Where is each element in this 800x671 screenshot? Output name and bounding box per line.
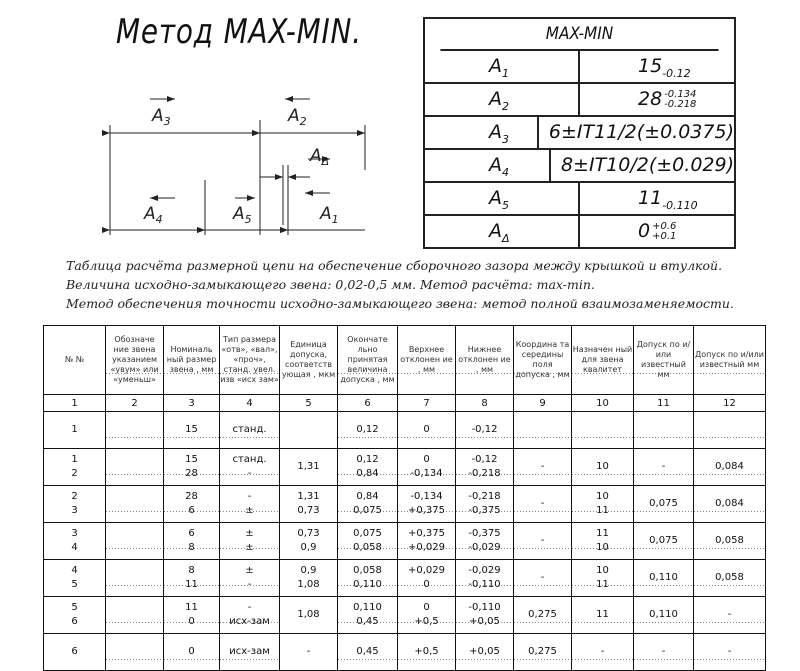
calc-table-number-row xyxy=(44,395,766,412)
table-cell: -0,12 xyxy=(456,412,514,449)
table-cell: станд. - xyxy=(220,449,280,486)
spec-row xyxy=(425,84,734,117)
table-cell: - ± xyxy=(220,486,280,523)
table-cell: 0,084 xyxy=(694,486,766,523)
spec-link-value: 0 +0.6 +0.1 xyxy=(638,220,677,242)
label-a1: $A_1$ xyxy=(320,204,339,226)
table-cell: 0,075 xyxy=(634,486,694,523)
table-cell: - xyxy=(572,634,634,671)
spec-link-value: $11_{-0.110}$ xyxy=(638,187,698,212)
table-cell: 0,275 xyxy=(514,597,572,634)
table-cell: - xyxy=(514,449,572,486)
table-row xyxy=(44,449,766,486)
table-cell: 11 0 xyxy=(164,597,220,634)
spec-link-value: 6±IT11/2(±0.0375) xyxy=(548,121,734,143)
table-cell xyxy=(280,412,338,449)
column-number: 7 xyxy=(398,395,456,412)
column-number: 3 xyxy=(164,395,220,412)
table-cell: 0 xyxy=(398,412,456,449)
table-cell xyxy=(106,560,164,597)
spec-table-header: MAX-MIN xyxy=(440,19,718,51)
table-cell xyxy=(572,412,634,449)
tolerance-spec-table xyxy=(423,17,736,249)
table-cell: 0,12 xyxy=(338,412,398,449)
spec-link-name: $A_2$ xyxy=(425,84,580,115)
spec-row xyxy=(425,216,734,247)
column-number: 1 xyxy=(44,395,106,412)
calc-table-header-row xyxy=(44,326,766,395)
table-cell: 0,075 0,058 xyxy=(338,523,398,560)
table-cell: станд. xyxy=(220,412,280,449)
header-cell: № № xyxy=(44,326,106,395)
table-row xyxy=(44,560,766,597)
table-cell xyxy=(106,523,164,560)
caption-accuracy-method: Метод обеспечения точности исходно-замыкающего звена: метод полной взаимозаменяемости. xyxy=(66,296,734,311)
column-number: 4 xyxy=(220,395,280,412)
table-cell: 0 +0,5 xyxy=(398,597,456,634)
table-row xyxy=(44,634,766,671)
dimension-chain-calc-table xyxy=(43,325,766,671)
spec-row xyxy=(425,183,734,216)
table-cell: +0,029 0 xyxy=(398,560,456,597)
caption-closing-link-value: Величина исходно-замыкающего звена: 0,02-0,5 мм. Метод расчёта: max-min. xyxy=(66,277,595,292)
table-cell: +0,375 +0,029 xyxy=(398,523,456,560)
spec-link-value: 28 -0.134 -0.218 xyxy=(638,88,697,110)
table-cell: 0,73 0,9 xyxy=(280,523,338,560)
header-cell: Назначен ный для звена квалитет xyxy=(572,326,634,395)
label-a2: $A_2$ xyxy=(288,106,307,128)
table-cell: 10 11 xyxy=(572,560,634,597)
spec-link-name: $A_5$ xyxy=(425,183,580,214)
table-cell: +0,5 xyxy=(398,634,456,671)
table-cell: 0,058 0,110 xyxy=(338,560,398,597)
table-cell xyxy=(634,412,694,449)
header-cell: Нижнее отклонен ие , мм xyxy=(456,326,514,395)
table-cell: - xyxy=(634,449,694,486)
table-row xyxy=(44,486,766,523)
spec-link-value: $15_{-0.12}$ xyxy=(638,55,691,80)
table-cell: 4 5 xyxy=(44,560,106,597)
header-cell: Допуск по и/или известный мм xyxy=(694,326,766,395)
column-number: 8 xyxy=(456,395,514,412)
table-cell: 28 6 xyxy=(164,486,220,523)
table-cell: -0,110 +0,05 xyxy=(456,597,514,634)
table-cell: 2 3 xyxy=(44,486,106,523)
table-cell: -0,218 -0,375 xyxy=(456,486,514,523)
table-row xyxy=(44,412,766,449)
table-cell: 0,9 1,08 xyxy=(280,560,338,597)
table-cell xyxy=(694,412,766,449)
column-number: 11 xyxy=(634,395,694,412)
table-cell: 0 xyxy=(164,634,220,671)
header-cell: Верхнее отклонен ие , мм xyxy=(398,326,456,395)
table-cell: -0,134 +0,375 xyxy=(398,486,456,523)
table-cell: - xyxy=(634,634,694,671)
table-cell: 0,45 xyxy=(338,634,398,671)
table-cell: 0,12 0,84 xyxy=(338,449,398,486)
column-number: 9 xyxy=(514,395,572,412)
table-cell: 0,84 0,075 xyxy=(338,486,398,523)
table-cell: 10 xyxy=(572,449,634,486)
table-cell xyxy=(106,412,164,449)
table-cell: исх-зам xyxy=(220,634,280,671)
table-cell: - xyxy=(280,634,338,671)
table-cell: 15 28 xyxy=(164,449,220,486)
table-cell: - xyxy=(514,486,572,523)
table-cell: 1,31 xyxy=(280,449,338,486)
label-a5: $A_5$ xyxy=(233,204,252,226)
table-cell: 6 8 xyxy=(164,523,220,560)
label-a-delta: $A_\Delta$ xyxy=(310,146,330,168)
table-cell xyxy=(514,412,572,449)
header-cell: Единица допуска, соответств ующая , мкм xyxy=(280,326,338,395)
table-cell: 11 10 xyxy=(572,523,634,560)
table-cell: - xyxy=(514,523,572,560)
table-cell: 1,31 0,73 xyxy=(280,486,338,523)
table-cell: 3 4 xyxy=(44,523,106,560)
page-title: Метод MAX-MIN. xyxy=(116,12,362,52)
table-cell: 0,275 xyxy=(514,634,572,671)
table-cell: +0,05 xyxy=(456,634,514,671)
table-cell: 6 xyxy=(44,634,106,671)
column-number: 12 xyxy=(694,395,766,412)
table-cell: 1 xyxy=(44,412,106,449)
table-cell xyxy=(106,634,164,671)
table-cell: -0,029 -0,110 xyxy=(456,560,514,597)
table-cell: 11 xyxy=(572,597,634,634)
table-cell: -0,375 -0,029 xyxy=(456,523,514,560)
table-row xyxy=(44,597,766,634)
column-number: 10 xyxy=(572,395,634,412)
spec-link-name: $A_1$ xyxy=(425,51,580,82)
header-cell: Обозначе ние звена указанием «увум» или «уменьш» xyxy=(106,326,164,395)
table-cell: 0,110 xyxy=(634,560,694,597)
table-cell: 10 11 xyxy=(572,486,634,523)
table-cell: ± ± xyxy=(220,523,280,560)
spec-link-name: $A_3$ xyxy=(425,117,539,148)
spec-row xyxy=(425,51,734,84)
label-a4: $A_4$ xyxy=(144,204,163,226)
header-cell: Координа та середины поля допуска , мм xyxy=(514,326,572,395)
spec-link-name: $A_4$ xyxy=(425,150,551,181)
table-cell: -0,12 -0,218 xyxy=(456,449,514,486)
table-row xyxy=(44,523,766,560)
table-cell: 1,08 xyxy=(280,597,338,634)
table-cell: ± - xyxy=(220,560,280,597)
header-cell: Номиналь ный размер звена , мм xyxy=(164,326,220,395)
table-cell: 1 2 xyxy=(44,449,106,486)
table-cell: 8 11 xyxy=(164,560,220,597)
table-cell: 0,110 xyxy=(634,597,694,634)
dimension-chain-diagram xyxy=(100,85,400,245)
table-cell xyxy=(106,597,164,634)
table-cell: 0 -0,134 xyxy=(398,449,456,486)
spec-link-name: $A_\Delta$ xyxy=(425,216,580,247)
table-cell: 15 xyxy=(164,412,220,449)
header-cell: Допуск по и/или известный мм xyxy=(634,326,694,395)
table-cell: - xyxy=(694,597,766,634)
table-cell: 5 6 xyxy=(44,597,106,634)
spec-link-value: 8±IT10/2(±0.029) xyxy=(560,154,734,176)
table-cell: - xyxy=(694,634,766,671)
table-cell xyxy=(106,449,164,486)
spec-row xyxy=(425,117,734,150)
column-number: 6 xyxy=(338,395,398,412)
table-cell: 0,075 xyxy=(634,523,694,560)
header-cell: Окончате льно принятая величина допуска , мм xyxy=(338,326,398,395)
table-cell: 0,110 0,45 xyxy=(338,597,398,634)
table-cell: 0,084 xyxy=(694,449,766,486)
column-number: 5 xyxy=(280,395,338,412)
header-cell: Тип размера «отв», «вал», «проч», станд. увел. изв «исх зам» xyxy=(220,326,280,395)
table-cell xyxy=(106,486,164,523)
table-cell: 0,058 xyxy=(694,523,766,560)
label-a3: $A_3$ xyxy=(152,106,171,128)
table-cell: 0,058 xyxy=(694,560,766,597)
table-cell: - исх-зам xyxy=(220,597,280,634)
calc-table-body xyxy=(44,412,766,671)
table-cell: - xyxy=(514,560,572,597)
column-number: 2 xyxy=(106,395,164,412)
caption-table-title: Таблица расчёта размерной цепи на обеспечение сборочного зазора между крышкой и втулкой. xyxy=(66,258,723,273)
spec-row xyxy=(425,150,734,183)
